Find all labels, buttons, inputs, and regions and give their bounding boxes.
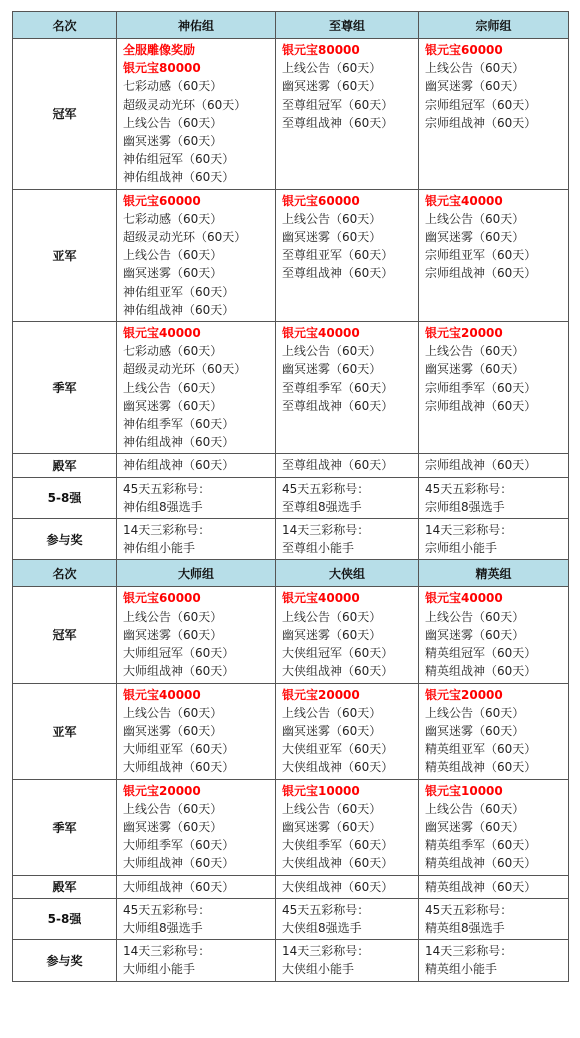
reward-line: 超级灵动光环（60天） bbox=[123, 97, 247, 112]
reward-line: 幽冥迷雾（60天） bbox=[282, 627, 382, 642]
reward-cell bbox=[276, 454, 419, 477]
reward-line: 神佑组小能手 bbox=[123, 541, 196, 556]
reward-line: 幽冥迷雾（60天） bbox=[282, 230, 382, 245]
reward-line: 神佑组亚军（60天） bbox=[123, 284, 235, 299]
reward-cell bbox=[419, 477, 569, 518]
reward-cell bbox=[117, 898, 276, 939]
reward-line: 大侠组战神（60天） bbox=[282, 760, 394, 775]
reward-line: 银元宝20000 bbox=[282, 687, 360, 702]
reward-line: 幽冥迷雾（60天） bbox=[282, 723, 382, 738]
reward-line: 幽冥迷雾（60天） bbox=[282, 362, 382, 377]
reward-line: 宗师组季军（60天） bbox=[425, 380, 537, 395]
reward-cell bbox=[117, 683, 276, 779]
reward-line: 银元宝80000 bbox=[282, 43, 360, 57]
reward-cell bbox=[117, 322, 276, 454]
reward-line: 精英组战神（60天） bbox=[425, 856, 537, 871]
reward-line: 精英组冠军（60天） bbox=[425, 646, 537, 661]
reward-cell bbox=[419, 779, 569, 875]
rank-label: 参与奖 bbox=[13, 519, 117, 560]
reward-line: 幽冥迷雾（60天） bbox=[123, 398, 223, 413]
reward-line: 神佑组冠军（60天） bbox=[123, 152, 235, 167]
reward-cell bbox=[419, 322, 569, 454]
table-row bbox=[13, 683, 569, 779]
reward-line: 全服雕像奖励 bbox=[123, 43, 196, 57]
rank-label: 殿军 bbox=[13, 454, 117, 477]
reward-line: 上线公告（60天） bbox=[425, 344, 525, 359]
reward-line: 上线公告（60天） bbox=[123, 801, 223, 816]
reward-cell bbox=[117, 519, 276, 560]
reward-line: 上线公告（60天） bbox=[123, 609, 223, 624]
reward-line: 14天三彩称号： bbox=[425, 944, 513, 959]
reward-line: 神佑组战神（60天） bbox=[123, 302, 235, 317]
reward-cell bbox=[419, 454, 569, 477]
reward-line: 精英组季军（60天） bbox=[425, 838, 537, 853]
reward-line: 银元宝60000 bbox=[123, 591, 201, 606]
reward-line: 超级灵动光环（60天） bbox=[123, 362, 247, 377]
reward-line: 至尊组季军（60天） bbox=[282, 380, 394, 395]
reward-line: 大师组季军（60天） bbox=[123, 838, 235, 853]
reward-line: 至尊组亚军（60天） bbox=[282, 248, 394, 263]
reward-line: 上线公告（60天） bbox=[425, 211, 525, 226]
reward-cell bbox=[276, 683, 419, 779]
reward-cell bbox=[419, 189, 569, 321]
reward-cell bbox=[276, 519, 419, 560]
reward-line: 神佑组8强选手 bbox=[123, 499, 203, 514]
reward-line: 14天三彩称号： bbox=[282, 523, 370, 538]
reward-line: 上线公告（60天） bbox=[282, 61, 382, 76]
reward-line: 银元宝40000 bbox=[123, 326, 201, 341]
table-row bbox=[13, 322, 569, 454]
reward-cell bbox=[117, 940, 276, 981]
reward-line: 幽冥迷雾（60天） bbox=[123, 134, 223, 149]
reward-line: 银元宝20000 bbox=[425, 326, 503, 341]
reward-line: 至尊组冠军（60天） bbox=[282, 97, 394, 112]
rank-label: 亚军 bbox=[13, 683, 117, 779]
reward-line: 大侠组战神（60天） bbox=[282, 856, 394, 871]
rank-label: 殿军 bbox=[13, 875, 117, 898]
reward-line: 上线公告（60天） bbox=[425, 801, 525, 816]
rank-label: 季军 bbox=[13, 322, 117, 454]
group-header-3: 宗师组 bbox=[419, 12, 569, 39]
reward-line: 大侠组战神（60天） bbox=[282, 664, 394, 679]
reward-line: 银元宝10000 bbox=[282, 783, 360, 798]
group-header-1: 大师组 bbox=[117, 560, 276, 587]
reward-line: 大侠组冠军（60天） bbox=[282, 646, 394, 661]
reward-line: 45天五彩称号： bbox=[123, 481, 211, 496]
reward-line: 幽冥迷雾（60天） bbox=[282, 819, 382, 834]
reward-cell bbox=[276, 322, 419, 454]
reward-line: 至尊组小能手 bbox=[282, 541, 355, 556]
reward-line: 上线公告（60天） bbox=[282, 609, 382, 624]
reward-line: 宗师组亚军（60天） bbox=[425, 248, 537, 263]
table-header-row bbox=[13, 560, 569, 587]
table-row bbox=[13, 454, 569, 477]
reward-line: 14天三彩称号： bbox=[282, 944, 370, 959]
reward-cell bbox=[276, 940, 419, 981]
reward-line: 上线公告（60天） bbox=[123, 380, 223, 395]
reward-line: 银元宝60000 bbox=[123, 193, 201, 208]
rank-label: 冠军 bbox=[13, 39, 117, 190]
reward-table bbox=[12, 11, 569, 982]
reward-line: 幽冥迷雾（60天） bbox=[425, 230, 525, 245]
reward-line: 大师组冠军（60天） bbox=[123, 646, 235, 661]
reward-cell bbox=[276, 189, 419, 321]
reward-line: 上线公告（60天） bbox=[425, 61, 525, 76]
reward-line: 14天三彩称号： bbox=[425, 523, 513, 538]
rank-label: 季军 bbox=[13, 779, 117, 875]
table-header-row bbox=[13, 12, 569, 39]
reward-line: 大师组战神（60天） bbox=[123, 856, 235, 871]
reward-line: 银元宝60000 bbox=[282, 193, 360, 208]
reward-line: 神佑组战神（60天） bbox=[123, 170, 235, 185]
reward-cell bbox=[419, 39, 569, 190]
reward-line: 上线公告（60天） bbox=[123, 248, 223, 263]
reward-cell bbox=[276, 587, 419, 683]
group-header-2: 至尊组 bbox=[276, 12, 419, 39]
reward-line: 幽冥迷雾（60天） bbox=[425, 627, 525, 642]
rank-label: 5-8强 bbox=[13, 477, 117, 518]
reward-line: 幽冥迷雾（60天） bbox=[123, 627, 223, 642]
reward-line: 大师组战神（60天） bbox=[123, 760, 235, 775]
reward-line: 七彩动感（60天） bbox=[123, 211, 223, 226]
group-header-3: 精英组 bbox=[419, 560, 569, 587]
table-row bbox=[13, 39, 569, 190]
reward-line: 精英组战神（60天） bbox=[425, 879, 537, 894]
reward-line: 银元宝40000 bbox=[282, 591, 360, 606]
reward-line: 幽冥迷雾（60天） bbox=[425, 362, 525, 377]
rank-label: 5-8强 bbox=[13, 898, 117, 939]
reward-line: 大侠组8强选手 bbox=[282, 920, 362, 935]
reward-line: 宗师组战神（60天） bbox=[425, 398, 537, 413]
reward-cell bbox=[276, 898, 419, 939]
reward-line: 幽冥迷雾（60天） bbox=[123, 266, 223, 281]
reward-line: 45天五彩称号： bbox=[425, 902, 513, 917]
rank-label: 亚军 bbox=[13, 189, 117, 321]
reward-line: 至尊组战神（60天） bbox=[282, 266, 394, 281]
reward-line: 超级灵动光环（60天） bbox=[123, 230, 247, 245]
reward-line: 大侠组小能手 bbox=[282, 962, 355, 977]
reward-line: 神佑组战神（60天） bbox=[123, 435, 235, 450]
table-row bbox=[13, 477, 569, 518]
reward-line: 幽冥迷雾（60天） bbox=[123, 723, 223, 738]
reward-line: 45天五彩称号： bbox=[282, 481, 370, 496]
reward-line: 上线公告（60天） bbox=[282, 705, 382, 720]
reward-line: 银元宝60000 bbox=[425, 43, 503, 57]
rank-header: 名次 bbox=[13, 560, 117, 587]
reward-line: 14天三彩称号： bbox=[123, 944, 211, 959]
reward-cell bbox=[117, 39, 276, 190]
reward-cell bbox=[419, 683, 569, 779]
reward-line: 精英组战神（60天） bbox=[425, 664, 537, 679]
reward-line: 七彩动感（60天） bbox=[123, 79, 223, 94]
reward-line: 至尊组战神（60天） bbox=[282, 398, 394, 413]
reward-cell bbox=[419, 940, 569, 981]
reward-line: 上线公告（60天） bbox=[282, 344, 382, 359]
reward-line: 幽冥迷雾（60天） bbox=[425, 723, 525, 738]
reward-line: 上线公告（60天） bbox=[282, 211, 382, 226]
reward-line: 七彩动感（60天） bbox=[123, 344, 223, 359]
reward-line: 45天五彩称号： bbox=[123, 902, 211, 917]
reward-line: 银元宝20000 bbox=[425, 687, 503, 702]
reward-line: 神佑组季军（60天） bbox=[123, 417, 235, 432]
reward-line: 宗师组战神（60天） bbox=[425, 458, 537, 473]
reward-line: 上线公告（60天） bbox=[123, 115, 223, 130]
rank-label: 参与奖 bbox=[13, 940, 117, 981]
reward-line: 上线公告（60天） bbox=[425, 609, 525, 624]
reward-line: 至尊组战神（60天） bbox=[282, 115, 394, 130]
reward-line: 大师组战神（60天） bbox=[123, 879, 235, 894]
reward-line: 45天五彩称号： bbox=[425, 481, 513, 496]
table-row bbox=[13, 779, 569, 875]
reward-cell bbox=[419, 587, 569, 683]
reward-cell bbox=[419, 875, 569, 898]
reward-line: 大师组8强选手 bbox=[123, 920, 203, 935]
group-header-2: 大侠组 bbox=[276, 560, 419, 587]
reward-line: 至尊组战神（60天） bbox=[282, 458, 394, 473]
reward-line: 大师组战神（60天） bbox=[123, 664, 235, 679]
reward-cell bbox=[117, 477, 276, 518]
reward-cell bbox=[117, 189, 276, 321]
reward-line: 银元宝40000 bbox=[123, 687, 201, 702]
reward-cell bbox=[419, 519, 569, 560]
reward-line: 幽冥迷雾（60天） bbox=[425, 79, 525, 94]
reward-cell bbox=[276, 875, 419, 898]
reward-cell bbox=[276, 779, 419, 875]
reward-line: 上线公告（60天） bbox=[282, 801, 382, 816]
table-row bbox=[13, 189, 569, 321]
reward-line: 银元宝40000 bbox=[282, 326, 360, 341]
reward-cell bbox=[117, 779, 276, 875]
reward-line: 宗师组冠军（60天） bbox=[425, 97, 537, 112]
reward-line: 上线公告（60天） bbox=[123, 705, 223, 720]
reward-line: 大侠组季军（60天） bbox=[282, 838, 394, 853]
table-row bbox=[13, 519, 569, 560]
table-row bbox=[13, 875, 569, 898]
reward-line: 宗师组战神（60天） bbox=[425, 115, 537, 130]
reward-line: 大师组亚军（60天） bbox=[123, 742, 235, 757]
reward-line: 神佑组战神（60天） bbox=[123, 458, 235, 473]
reward-line: 幽冥迷雾（60天） bbox=[123, 819, 223, 834]
reward-line: 宗师组8强选手 bbox=[425, 499, 505, 514]
reward-line: 宗师组小能手 bbox=[425, 541, 498, 556]
reward-line: 银元宝20000 bbox=[123, 783, 201, 798]
reward-line: 大侠组亚军（60天） bbox=[282, 742, 394, 757]
reward-line: 大师组小能手 bbox=[123, 962, 196, 977]
reward-line: 幽冥迷雾（60天） bbox=[425, 819, 525, 834]
reward-line: 银元宝40000 bbox=[425, 591, 503, 606]
table-row bbox=[13, 940, 569, 981]
reward-table-body bbox=[13, 12, 569, 982]
reward-cell bbox=[276, 39, 419, 190]
reward-line: 银元宝10000 bbox=[425, 783, 503, 798]
table-row bbox=[13, 898, 569, 939]
reward-line: 大侠组战神（60天） bbox=[282, 879, 394, 894]
group-header-1: 神佑组 bbox=[117, 12, 276, 39]
reward-cell bbox=[117, 454, 276, 477]
reward-cell bbox=[117, 587, 276, 683]
reward-line: 上线公告（60天） bbox=[425, 705, 525, 720]
table-row bbox=[13, 587, 569, 683]
reward-line: 银元宝80000 bbox=[123, 61, 201, 76]
reward-cell bbox=[419, 898, 569, 939]
reward-cell bbox=[276, 477, 419, 518]
reward-line: 幽冥迷雾（60天） bbox=[282, 79, 382, 94]
rank-header: 名次 bbox=[13, 12, 117, 39]
reward-line: 至尊组8强选手 bbox=[282, 499, 362, 514]
rank-label: 冠军 bbox=[13, 587, 117, 683]
reward-line: 精英组亚军（60天） bbox=[425, 742, 537, 757]
reward-line: 精英组战神（60天） bbox=[425, 760, 537, 775]
reward-cell bbox=[117, 875, 276, 898]
reward-line: 银元宝40000 bbox=[425, 193, 503, 208]
reward-line: 14天三彩称号： bbox=[123, 523, 211, 538]
reward-line: 精英组小能手 bbox=[425, 962, 498, 977]
reward-line: 精英组8强选手 bbox=[425, 920, 505, 935]
reward-line: 45天五彩称号： bbox=[282, 902, 370, 917]
reward-line: 宗师组战神（60天） bbox=[425, 266, 537, 281]
